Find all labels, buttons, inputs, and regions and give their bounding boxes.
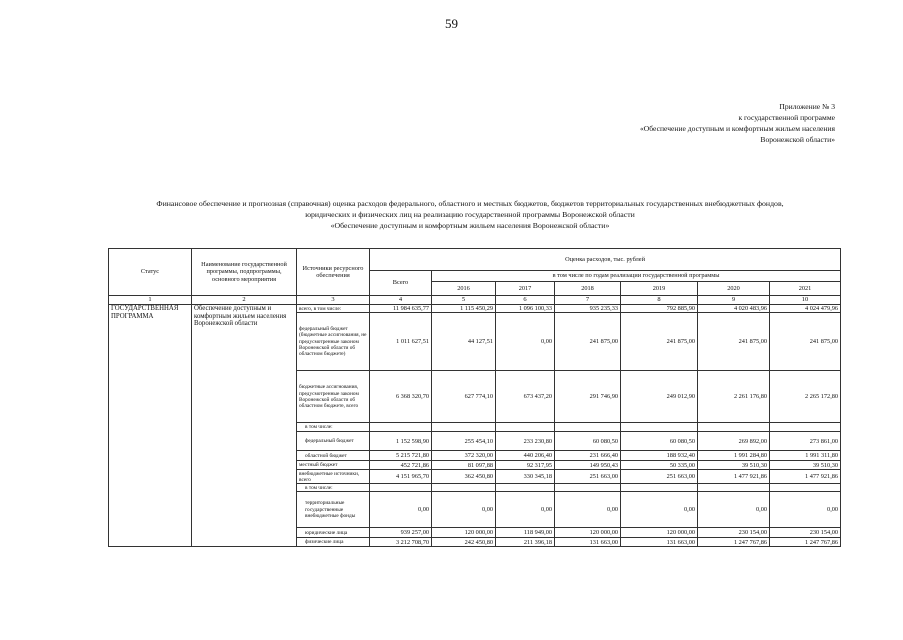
title-line: юридических и физических лиц на реализацию государственной программы Воронежской области bbox=[305, 210, 635, 219]
column-number: 4 bbox=[370, 296, 432, 305]
value-cell: 118 949,00 bbox=[496, 528, 555, 538]
value-cell: 0,00 bbox=[621, 492, 698, 528]
value-cell: 60 080,50 bbox=[621, 432, 698, 451]
value-cell: 120 000,00 bbox=[555, 528, 621, 538]
value-cell: 1 991 311,80 bbox=[770, 451, 841, 461]
source-cell: областной бюджет bbox=[297, 451, 370, 461]
row-program-name: Обеспечение доступным и комфортным жильем населения Воронежской области bbox=[192, 305, 297, 547]
row-status: ГОСУДАРСТВЕННАЯ ПРОГРАММА bbox=[109, 305, 192, 547]
value-cell: 0,00 bbox=[555, 492, 621, 528]
value-cell: 249 012,90 bbox=[621, 371, 698, 423]
source-cell: местный бюджет bbox=[297, 461, 370, 470]
value-cell: 4 020 483,96 bbox=[698, 305, 770, 313]
source-cell: территориальные государственные внебюджетные фонды bbox=[297, 492, 370, 528]
value-cell: 92 317,95 bbox=[496, 461, 555, 470]
value-cell bbox=[496, 484, 555, 492]
table-row bbox=[109, 305, 841, 313]
value-cell: 149 950,43 bbox=[555, 461, 621, 470]
value-cell: 939 257,00 bbox=[370, 528, 432, 538]
value-cell: 120 000,00 bbox=[621, 528, 698, 538]
header-year: 2021 bbox=[770, 282, 841, 296]
column-number: 3 bbox=[297, 296, 370, 305]
column-number: 2 bbox=[192, 296, 297, 305]
value-cell: 291 746,90 bbox=[555, 371, 621, 423]
header-year: 2017 bbox=[496, 282, 555, 296]
header-source: Источники ресурсного обеспечения bbox=[297, 249, 370, 296]
value-cell: 50 335,00 bbox=[621, 461, 698, 470]
value-cell bbox=[621, 484, 698, 492]
value-cell: 440 206,40 bbox=[496, 451, 555, 461]
value-cell: 211 396,18 bbox=[496, 538, 555, 547]
source-cell: федеральный бюджет bbox=[297, 432, 370, 451]
document-title bbox=[100, 198, 840, 231]
column-number: 5 bbox=[432, 296, 496, 305]
value-cell: 251 663,00 bbox=[621, 470, 698, 484]
value-cell bbox=[496, 423, 555, 432]
value-cell: 3 212 708,70 bbox=[370, 538, 432, 547]
value-cell bbox=[555, 484, 621, 492]
source-cell: физические лица bbox=[297, 538, 370, 547]
appendix-line: «Обеспечение доступным и комфортным жильем населения bbox=[640, 124, 835, 133]
value-cell: 4 151 965,70 bbox=[370, 470, 432, 484]
title-line: Финансовое обеспечение и прогнозная (справочная) оценка расходов федерального, областного и местных бюджетов, бюджетов территориальных государственных внебюджетных фондов, bbox=[156, 199, 784, 208]
value-cell: 1 477 921,86 bbox=[698, 470, 770, 484]
value-cell bbox=[370, 484, 432, 492]
value-cell: 188 932,40 bbox=[621, 451, 698, 461]
value-cell: 2 261 176,80 bbox=[698, 371, 770, 423]
value-cell: 120 000,00 bbox=[432, 528, 496, 538]
value-cell: 39 510,30 bbox=[770, 461, 841, 470]
value-cell: 242 450,80 bbox=[432, 538, 496, 547]
column-number: 9 bbox=[698, 296, 770, 305]
source-cell: в том числе: bbox=[297, 423, 370, 432]
page-number: 59 bbox=[445, 16, 458, 31]
value-cell: 372 320,00 bbox=[432, 451, 496, 461]
value-cell: 241 875,00 bbox=[770, 313, 841, 371]
value-cell bbox=[432, 484, 496, 492]
value-cell: 131 663,00 bbox=[555, 538, 621, 547]
source-cell: бюджетные ассигнования, предусмотренные законом Воронежской области об областном бюджете, всего bbox=[297, 371, 370, 423]
source-cell: в том числе: bbox=[297, 484, 370, 492]
value-cell: 0,00 bbox=[496, 492, 555, 528]
value-cell bbox=[698, 423, 770, 432]
value-cell: 0,00 bbox=[770, 492, 841, 528]
header-name: Наименование государственной программы, подпрограммы, основного мероприятия bbox=[192, 249, 297, 296]
header-year: 2018 bbox=[555, 282, 621, 296]
value-cell: 11 984 635,77 bbox=[370, 305, 432, 313]
value-cell bbox=[432, 423, 496, 432]
column-number: 8 bbox=[621, 296, 698, 305]
value-cell: 1 011 627,51 bbox=[370, 313, 432, 371]
value-cell: 251 663,00 bbox=[555, 470, 621, 484]
header-estimate: Оценка расходов, тыс. рублей bbox=[370, 249, 841, 271]
source-cell: всего, в том числе: bbox=[297, 305, 370, 313]
value-cell: 2 265 172,80 bbox=[770, 371, 841, 423]
value-cell: 1 152 598,90 bbox=[370, 432, 432, 451]
value-cell: 241 875,00 bbox=[555, 313, 621, 371]
value-cell: 673 437,20 bbox=[496, 371, 555, 423]
value-cell: 230 154,00 bbox=[770, 528, 841, 538]
value-cell: 231 666,40 bbox=[555, 451, 621, 461]
header-by-years: в том числе по годам реализации государственной программы bbox=[432, 271, 841, 282]
value-cell: 1 247 767,86 bbox=[770, 538, 841, 547]
value-cell bbox=[698, 484, 770, 492]
value-cell: 44 127,51 bbox=[432, 313, 496, 371]
value-cell bbox=[370, 423, 432, 432]
source-cell: внебюджетные источники, всего bbox=[297, 470, 370, 484]
column-number: 6 bbox=[496, 296, 555, 305]
value-cell: 1 477 921,86 bbox=[770, 470, 841, 484]
value-cell bbox=[770, 484, 841, 492]
header-total: Всего bbox=[370, 271, 432, 296]
column-number: 1 bbox=[109, 296, 192, 305]
value-cell: 273 861,00 bbox=[770, 432, 841, 451]
value-cell: 1 991 284,80 bbox=[698, 451, 770, 461]
financing-table bbox=[108, 248, 841, 547]
value-cell: 1 115 450,29 bbox=[432, 305, 496, 313]
appendix-line: Приложение № 3 bbox=[779, 102, 835, 111]
header-year: 2019 bbox=[621, 282, 698, 296]
appendix-block bbox=[640, 101, 835, 145]
value-cell: 792 885,90 bbox=[621, 305, 698, 313]
value-cell bbox=[621, 423, 698, 432]
source-cell: федеральный бюджет (бюджетные ассигнования, не предусмотренные законом Воронежской области об областном бюджете) bbox=[297, 313, 370, 371]
appendix-line: Воронежской области» bbox=[760, 135, 835, 144]
value-cell: 330 345,18 bbox=[496, 470, 555, 484]
value-cell: 0,00 bbox=[698, 492, 770, 528]
value-cell: 131 663,00 bbox=[621, 538, 698, 547]
value-cell: 81 097,88 bbox=[432, 461, 496, 470]
value-cell: 39 510,30 bbox=[698, 461, 770, 470]
value-cell: 6 368 320,70 bbox=[370, 371, 432, 423]
value-cell: 0,00 bbox=[432, 492, 496, 528]
value-cell: 362 450,80 bbox=[432, 470, 496, 484]
value-cell: 4 024 479,96 bbox=[770, 305, 841, 313]
value-cell: 5 215 721,80 bbox=[370, 451, 432, 461]
value-cell: 627 774,10 bbox=[432, 371, 496, 423]
value-cell: 60 080,50 bbox=[555, 432, 621, 451]
value-cell: 269 892,00 bbox=[698, 432, 770, 451]
header-year: 2020 bbox=[698, 282, 770, 296]
column-number: 10 bbox=[770, 296, 841, 305]
title-line: «Обеспечение доступным и комфортным жильем населения Воронежской области» bbox=[330, 221, 610, 230]
value-cell: 1 096 100,33 bbox=[496, 305, 555, 313]
value-cell: 255 454,10 bbox=[432, 432, 496, 451]
appendix-line: к государственной программе bbox=[738, 113, 835, 122]
value-cell: 935 235,33 bbox=[555, 305, 621, 313]
value-cell: 241 875,00 bbox=[621, 313, 698, 371]
header-year: 2016 bbox=[432, 282, 496, 296]
column-number: 7 bbox=[555, 296, 621, 305]
value-cell bbox=[770, 423, 841, 432]
value-cell: 241 875,00 bbox=[698, 313, 770, 371]
value-cell: 233 230,80 bbox=[496, 432, 555, 451]
value-cell: 0,00 bbox=[496, 313, 555, 371]
value-cell: 0,00 bbox=[370, 492, 432, 528]
source-cell: юридические лица bbox=[297, 528, 370, 538]
header-status: Статус bbox=[109, 249, 192, 296]
value-cell: 230 154,00 bbox=[698, 528, 770, 538]
value-cell: 452 721,86 bbox=[370, 461, 432, 470]
value-cell bbox=[555, 423, 621, 432]
value-cell: 1 247 767,86 bbox=[698, 538, 770, 547]
